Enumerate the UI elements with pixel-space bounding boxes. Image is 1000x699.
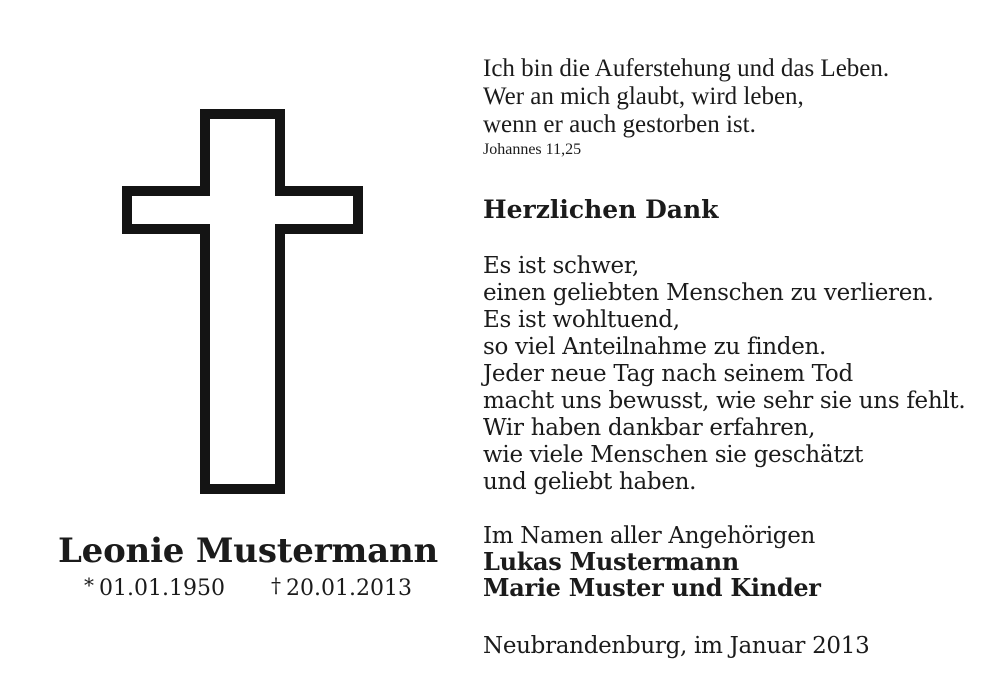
condolence-poem: [483, 253, 998, 496]
poem-line: einen geliebten Menschen zu verlieren.: [483, 280, 934, 306]
poem-line: so viel Anteilnahme zu finden.: [483, 334, 827, 360]
scripture-line: Wer an mich glaubt, wird leben,: [483, 83, 804, 110]
poem-line: wie viele Menschen sie geschätzt: [483, 442, 864, 468]
mourner-name: Marie Muster und Kinder: [483, 573, 821, 602]
poem-line: Wir haben dankbar erfahren,: [483, 415, 816, 441]
scripture-line: wenn er auch gestorben ist.: [483, 111, 756, 138]
death-dagger-icon: †: [271, 573, 281, 597]
death-date-value: 20.01.2013: [286, 576, 412, 601]
scripture-line: Ich bin die Auferstehung und das Leben.: [483, 55, 890, 82]
latin-cross-icon: [115, 101, 371, 501]
deceased-name: Leonie Mustermann: [57, 531, 439, 571]
poem-line: Jeder neue Tag nach seinem Tod: [483, 361, 853, 387]
closing-intro: Im Namen aller Angehörigen: [483, 523, 816, 549]
poem-line: und geliebt haben.: [483, 469, 697, 495]
poem-line: macht uns bewusst, wie sehr sie uns fehlt.: [483, 388, 966, 414]
life-dates: [50, 572, 446, 602]
poem-line: Es ist wohltuend,: [483, 307, 680, 333]
text-column: [483, 0, 998, 660]
place-and-date: Neubrandenburg, im Januar 2013: [483, 633, 870, 659]
scripture-quote: [483, 55, 998, 139]
birth-date: [84, 572, 225, 602]
closing-block: [483, 523, 998, 601]
poem-line: Es ist schwer,: [483, 253, 639, 279]
mourner-name: Lukas Mustermann: [483, 547, 739, 576]
birth-star-icon: *: [84, 573, 95, 597]
birth-date-value: 01.01.1950: [99, 576, 225, 601]
death-date: [271, 572, 412, 602]
thanks-heading: Herzlichen Dank: [483, 195, 719, 224]
scripture-reference: Johannes 11,25: [483, 141, 582, 158]
